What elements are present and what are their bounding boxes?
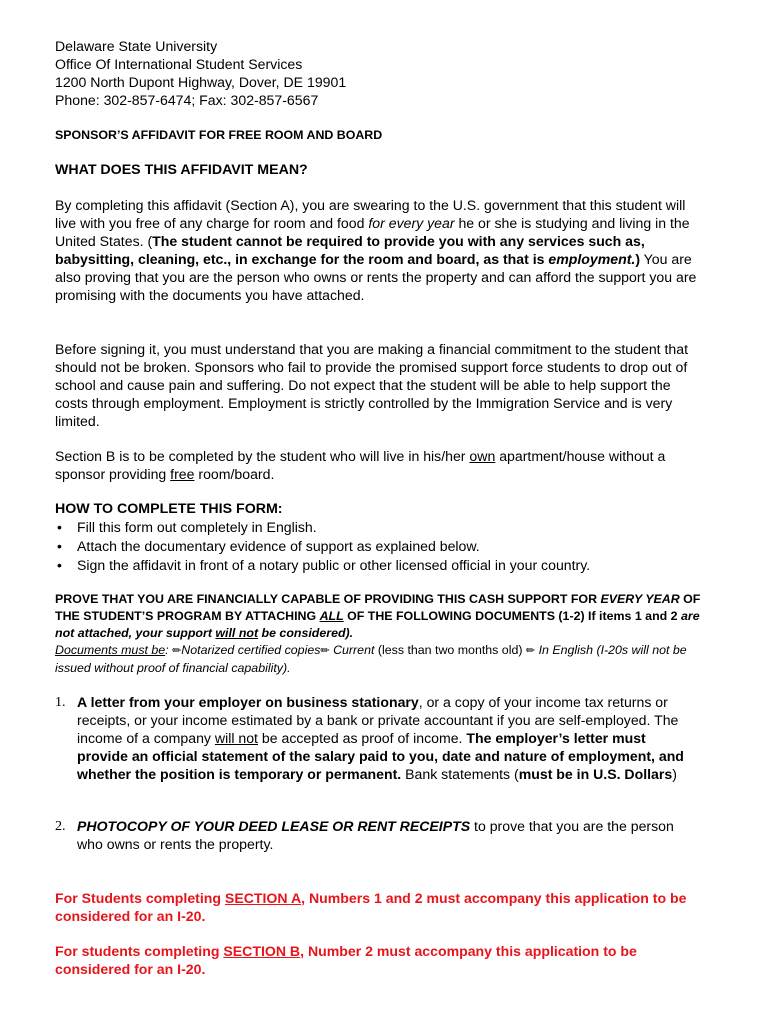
text-span: You are also proving that you are the person who owns or rents the property and can afford the support you are promising with the documents you have attached. [55,251,697,303]
text-span: OF THE STUDENT’S PROGRAM BY ATTACHING [55,592,701,623]
notice-section-b [55,942,710,978]
item-number: 1. [55,694,66,710]
text-span: The student cannot be required to provide you with any services such as, babysitting, cleaning, etc., in exchange for the room and board, as that is [55,233,645,267]
document-item-1 [55,693,697,783]
text-span: room/board. [194,466,275,482]
text-span: For students completing [55,943,224,959]
item-number: 2. [55,818,66,834]
bullet-icon: • [57,519,62,535]
text-span: For Students completing [55,890,225,906]
office-name: Office Of International Student Services [55,56,303,72]
text-span: SECTION A [224,890,302,906]
list-item [55,556,705,575]
text-span: Section B is to be completed by the student who will live in his/her [55,448,470,464]
text-span: he or she is studying and living in the United States. ( [55,215,690,249]
text-span: , or a copy of your income tax returns or receipts, or your income estimated by a bank or private accountant if you are self-employed. The income of a company [77,694,679,746]
paragraph-commitment: Before signing it, you must understand that you are making a financial commitment to the student that should not be broken. Sponsors who fail to provide the promised support force students to drop out of school and cause pain and suffering. Do not expect that the student will be able to help support the costs through employment. Employment is strictly controlled by the Immigration Service and is very limited. [55,341,689,429]
list-item-text: Attach the documentary evidence of support as explained below. [77,538,480,554]
text-span: Current [329,643,375,657]
text-span: be considered). [258,626,354,640]
text-span: (less than two months old) [374,643,526,657]
text-span: apartment/house without a sponsor providing [55,448,666,482]
pencil-icon: ✏ [320,645,330,657]
text-span: OF THE FOLLOWING DOCUMENTS (1-2) If items 1 and 2 [343,609,681,623]
text-span: EVERY YEAR [600,592,680,606]
text-span: By completing this affidavit (Section A), you are swearing to the U.S. government that this student will live with you free of any charge for room and food [55,197,686,231]
text-span: for every year [368,215,455,231]
text-span: to prove that you are the person who owns or rents the property. [77,818,674,852]
bullet-icon: • [57,557,62,573]
text-span: own [469,448,496,464]
address: 1200 North Dupont Highway, Dover, DE 19901 [55,74,347,90]
list-item-text: Sign the affidavit in front of a notary public or other licensed official in your country. [77,557,591,573]
text-span: ) [672,766,677,782]
text-span: Documents must be [55,643,166,657]
university-name: Delaware State University [55,38,218,54]
list-item [55,537,705,556]
text-span: will not [215,626,259,640]
text-span: ALL [319,609,344,623]
text-span: , Numbers 1 and 2 must accompany this application to be considered for an I-20. [55,890,687,924]
text-span: be accepted as proof of income. [257,730,467,746]
phone-fax: Phone: 302-857-6474; Fax: 302-857-6567 [55,92,319,108]
text-span: must be in U.S. Dollars [518,766,673,782]
list-item-text: Fill this form out completely in English. [77,519,317,535]
notice-section-a [55,889,710,925]
text-span: Bank statements ( [401,766,519,782]
pencil-icon: ✏ [172,645,182,657]
text-span: PHOTOCOPY OF YOUR DEED LEASE OR RENT RECEIPTS [77,818,471,834]
section-heading-how-to: HOW TO COMPLETE THIS FORM: [55,501,283,517]
document-item-2 [55,817,697,853]
text-span: A letter from your employer on business stationary [77,694,419,710]
text-span: Notarized certified copies [181,643,321,657]
paragraph-meaning [55,196,705,304]
text-span: In English (I-20s will not be issued without proof of financial capability). [55,643,687,675]
pencil-icon: ✏ [525,645,536,657]
text-span: PROVE THAT YOU ARE FINANCIALLY CAPABLE OF PROVIDING THIS CASH SUPPORT FOR [55,592,601,606]
text-span: are not attached, your support [55,609,700,640]
instructions-list [55,518,705,575]
letterhead [55,37,346,109]
text-span: The employer’s letter must provide an official statement of the salary paid to you, date and nature of employment, and whether the position is temporary or permanent. [77,730,684,782]
text-span: SECTION B [223,943,301,959]
list-item [55,518,705,537]
section-heading-meaning: WHAT DOES THIS AFFIDAVIT MEAN? [55,162,308,178]
text-span: ) [635,251,641,267]
text-span: free [170,466,195,482]
paragraph-section-b [55,447,705,483]
text-span: , Number 2 must accompany this application to be considered for an I-20. [55,943,637,977]
text-span: will not [214,730,258,746]
form-title: SPONSOR’S AFFIDAVIT FOR FREE ROOM AND BOARD [55,128,383,142]
text-span: : [165,643,173,657]
proof-requirement [55,591,710,677]
text-span: employment. [548,251,636,267]
bullet-icon: • [57,538,62,554]
